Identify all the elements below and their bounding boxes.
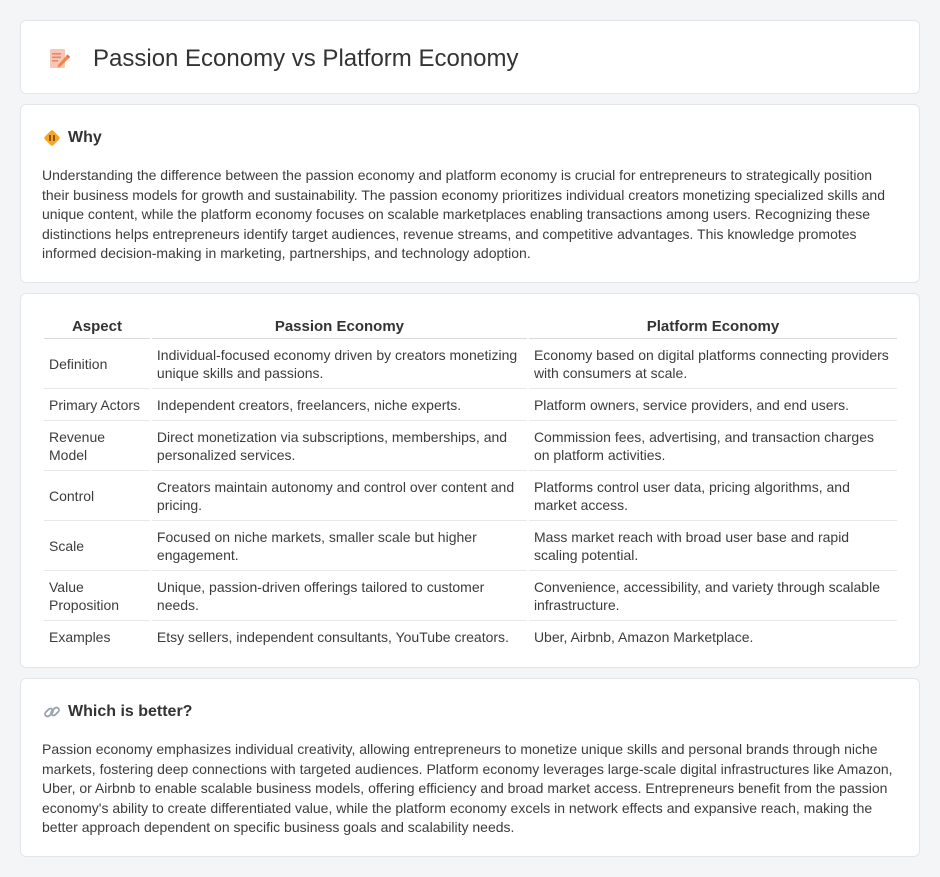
passion-cell: Independent creators, freelancers, niche experts.: [152, 389, 527, 421]
passion-cell: Individual-focused economy driven by creators monetizing unique skills and passions.: [152, 339, 527, 389]
aspect-cell: Definition: [44, 339, 150, 389]
link-icon: [43, 703, 61, 721]
page-title: Passion Economy vs Platform Economy: [93, 45, 519, 72]
platform-cell: Convenience, accessibility, and variety through scalable infrastructure.: [529, 571, 897, 621]
aspect-cell: Examples: [49, 629, 111, 645]
table-row: [44, 389, 897, 421]
passion-cell: Creators maintain autonomy and control over content and pricing.: [152, 471, 527, 521]
pencil-document-icon: [47, 46, 73, 72]
aspect-cell: Revenue Model: [44, 421, 150, 471]
passion-cell: Direct monetization via subscriptions, memberships, and personalized services.: [152, 421, 527, 471]
aspect-cell: Scale: [44, 521, 150, 571]
why-body: Understanding the difference between the passion economy and platform economy is crucial for entrepreneurs to strategically position their business models for growth and sustainability. The passion economy prioritizes individual creators monetizing specialized skills and unique content, while the platform economy focuses on scalable marketplaces enabling transactions among users. Recognizing these distinctions helps entrepreneurs identify target audiences, revenue streams, and competitive advantages. This knowledge promotes informed decision-making in marketing, partnerships, and technology adoption.: [42, 167, 886, 262]
header-passion-economy: Passion Economy: [152, 318, 527, 339]
table-row: [44, 521, 897, 571]
table-row: [44, 471, 897, 521]
platform-cell: Commission fees, advertising, and transaction charges on platform activities.: [529, 421, 897, 471]
better-title: Which is better?: [68, 703, 193, 720]
comparison-card: [20, 293, 920, 668]
better-header: [43, 703, 192, 721]
aspect-cell: Value Proposition: [44, 571, 150, 621]
aspect-cell: Control: [44, 471, 150, 521]
which-is-better-card: [20, 678, 920, 857]
header-platform-economy: Platform Economy: [529, 318, 897, 339]
why-header: [43, 129, 102, 147]
diamond-sign-icon: [43, 129, 61, 147]
table-row: [44, 339, 897, 389]
comparison-table: [42, 318, 899, 652]
passion-cell: Focused on niche markets, smaller scale but higher engagement.: [152, 521, 527, 571]
title-card: [20, 20, 920, 94]
table-row: [44, 621, 897, 652]
platform-cell: Platforms control user data, pricing algorithms, and market access.: [529, 471, 897, 521]
platform-cell: Economy based on digital platforms connecting providers with consumers at scale.: [529, 339, 897, 389]
platform-cell: Platform owners, service providers, and end users.: [529, 389, 897, 421]
why-card: [20, 104, 920, 283]
header-aspect: Aspect: [44, 318, 150, 339]
why-title: Why: [68, 129, 102, 146]
passion-cell: Unique, passion-driven offerings tailored to customer needs.: [152, 571, 527, 621]
platform-cell: Mass market reach with broad user base and rapid scaling potential.: [529, 521, 897, 571]
table-header-row: [44, 318, 897, 339]
table-row: [44, 571, 897, 621]
better-body: Passion economy emphasizes individual creativity, allowing entrepreneurs to monetize unique skills and personal brands through niche markets, fostering deep connections with targeted audiences. Platform economy leverages large-scale digital infrastructures like Amazon, Uber, or Airbnb to enable scalable business models, offering efficiency and broad market access. Entrepreneurs benefit from the passion economy's ability to create differentiated value, while the platform economy excels in network effects and expansive reach, making the better approach dependent on specific business goals and scalability needs.: [42, 741, 893, 836]
passion-cell: Etsy sellers, independent consultants, YouTube creators.: [156, 629, 509, 645]
aspect-cell: Primary Actors: [44, 389, 150, 421]
table-row: [44, 421, 897, 471]
title-row: [47, 45, 519, 73]
platform-cell: Uber, Airbnb, Amazon Marketplace.: [533, 629, 754, 645]
